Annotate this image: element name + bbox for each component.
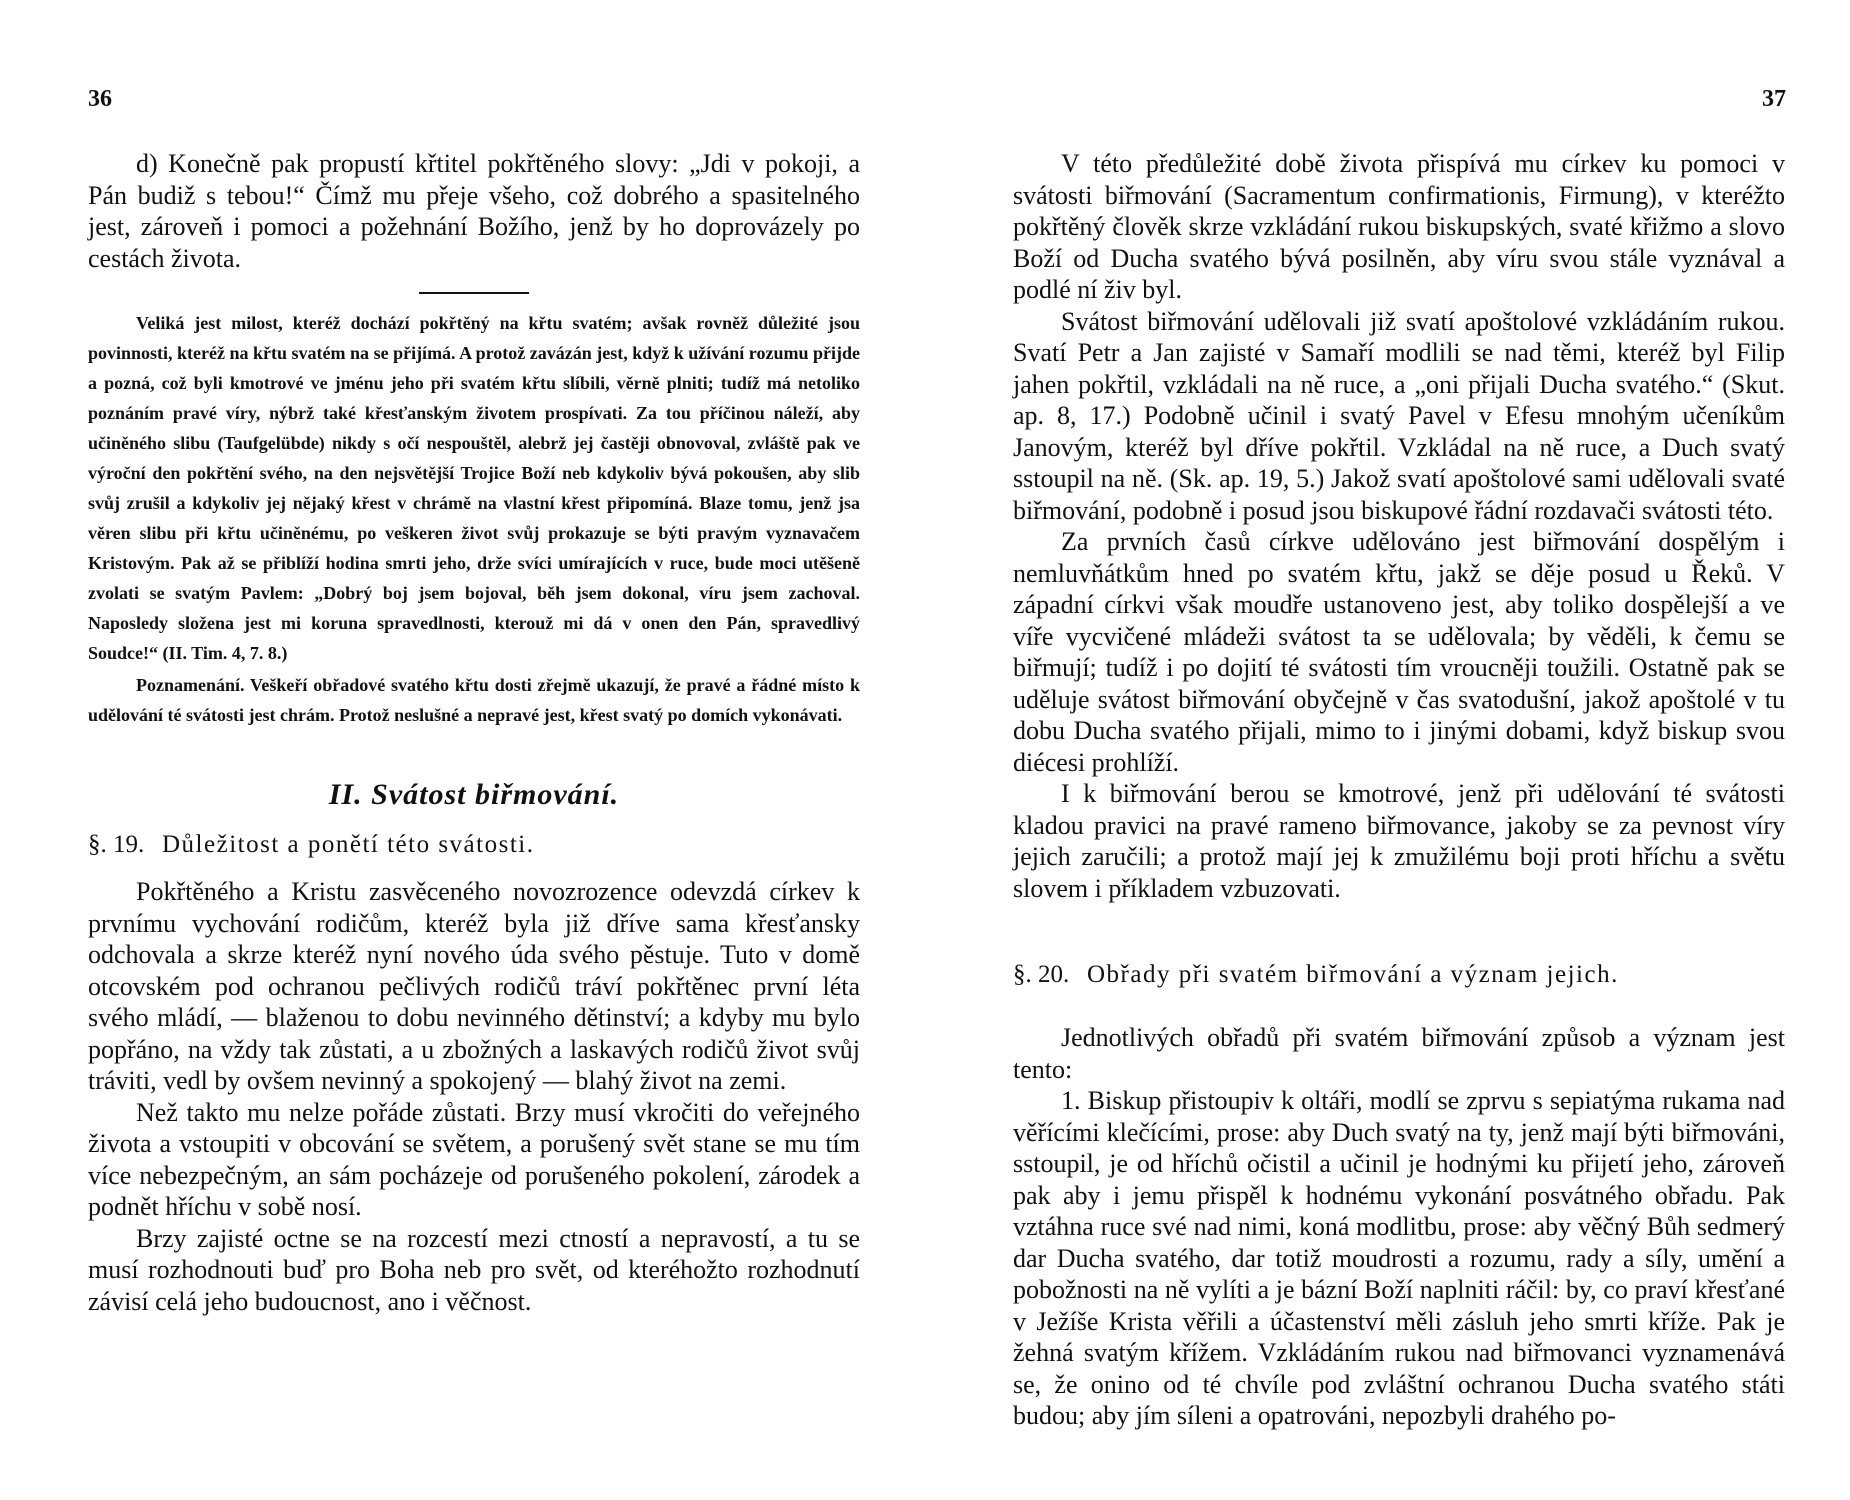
section-title: Důležitost a ponětí této svátosti.	[162, 831, 535, 858]
section-title: Obřady při svatém biřmování a význam jejich.	[1087, 961, 1619, 988]
paragraph: V této předůležité době života přispívá mu církev ku pomoci v svátosti biřmování (Sacramentum confirmationis, Firmung), v kteréžto pokřtěný člověk skrze vzkládání rukou biskupských, svaté křižmo a slovo Boží od Ducha svatého bývá posilněn, aby víru svou stále vyznával a podlé ní živ byl.	[1013, 149, 1785, 304]
note-paragraph: Poznamenání. Veškeří obřadové svatého křtu dosti zřejmě ukazují, že pravé a řádné místo k udělování té svátosti jest chrám. Protož neslušné a nepravé jest, křest svatý po domích vykonávati.	[88, 675, 860, 725]
section-number: §. 20.	[1013, 961, 1070, 988]
page-number-left: 36	[88, 86, 112, 112]
paragraph: Svátost biřmování udělovali již svatí apoštolové vzkládáním rukou. Svatí Petr a Jan zajisté v Samaří modlili se nad těmi, kteréž byl Filip jahen pokřtil, vzkládali na ně ruce, a „oni přijali Ducha svatého.“ (Skut. ap. 8, 17.) Podobně učinil i svatý Pavel v Efesu mnohým učeníkům Janovým, kteréž byl dříve pokřtil. Vzkládal na ně ruce, a Duch svatý sstoupil na ně. (Sk. ap. 19, 5.) Jakož svatí apoštolové sami udělovali svaté biřmování, podobně i posud jsou biskupové řádní rozdavači svátosti této.	[1013, 306, 1785, 525]
paragraph: Než takto mu nelze pořáde zůstati. Brzy musí vkročiti do veřejného života a vstoupiti v obcování se světem, a porušený svět stane se mu tím více nebezpečným, an sám pocházeje od porušeného pokolení, zárodek a podnět hříchu v sobě nosí.	[88, 1097, 860, 1221]
paragraph: 1. Biskup přistoupiv k oltáři, modlí se zprvu s sepiatýma rukama nad věřícími klečícími, prose: aby Duch svatý na ty, jenž mají býti biřmováni, sstoupil, je od hříchů očistil a učinil je hodnými ku přijetí jeho, zároveň pak aby i jemu přispěl k hodnému vykonání posvátného obřadu. Pak vztáhna ruce své nad nimi, koná modlitbu, prose: aby věčný Bůh sedmerý dar Ducha svatého, dar totiž moudrosti a rozumu, rady a síly, umění a pobožnosti na ně vylíti a je bázní Boží naplniti ráčil: by, co praví křesťané v Ježíše Krista věřili a účastenství měli zásluh jeho smrti kříže. Pak je žehná svatým křížem. Vzkládáním rukou nad biřmovanci vyznamenává se, že onino od té chvíle pod zvláštní ochranou Ducha svatého státi budou; aby jím síleni a opatrováni, nepozbyli drahého po-	[1013, 1086, 1785, 1430]
section-19-heading	[88, 828, 860, 862]
part-title: II. Svátost biřmování.	[328, 778, 620, 811]
section-number: §. 19.	[88, 831, 145, 858]
paragraph: Jednotlivých obřadů při svatém biřmování způsob a význam jest tento:	[1013, 1023, 1785, 1084]
paragraph: Za prvních časů církve udělováno jest biřmování dospělým i nemluvňátkům hned po svatém křtu, jakž se děje posud u Řeků. V západní církvi však moudře ustanoveno jest, aby toliko dospělejší a ve víře vycvičené mládeži svátost ta se udělovala; by věděli, k čemu se biřmují; tudíž i po dojití té svátosti tím vroucněji toužili. Ostatně pak se uděluje svátost biřmování obyčejně v čas svatodušní, jakož apoštolé v tu dobu Ducha svatého přijali, mimo to i jinými dobami, když biskup svou diécesi prohlíží.	[1013, 527, 1785, 777]
right-page	[1013, 148, 1785, 1432]
small-print-paragraph: Veliká jest milost, kteréž dochází pokřtěný na křtu svatém; avšak rovněž důležité jsou povinnosti, kteréž na křtu svatém na se přijímá. A protož zavázán jest, když k užívání rozumu přijde a pozná, což byli kmotrové ve jménu jeho při svatém křtu slíbili, věrně plniti; tudíž má netoliko poznáním pravé víry, nýbrž také křesťanským životem prospívati. Za tou příčinou náleží, aby učiněného slibu (Taufgelübde) nikdy s očí nespouštěl, alebrž jej častěji obnovoval, zvláště pak ve výroční den pokřtění svého, na den nejsvětější Trojice Boží neb kdykoliv bývá pokoušen, aby slib svůj zrušil a kdykoliv jej nějaký křest v chrámě na vlastní křest připomíná. Blaze tomu, jenž jsa věren slibu při křtu učiněnému, po veškeren život svůj prokazuje se býti pravým vyznavačem Kristovým. Pak až se přiblíží hodina smrti jeho, drže svíci umírajících v ruce, bude moci utěšeně zvolati se svatým Pavlem: „Dobrý boj jsem bojoval, běh jsem dokonal, víru jsem zachoval. Naposledy složena jest mi koruna spravedlnosti, kterouž mi dá v onen den Pán, spravedlivý Soudce!“ (II. Tim. 4, 7. 8.)	[88, 313, 860, 663]
page-number-right: 37	[1762, 86, 1786, 112]
divider-rule	[419, 292, 529, 294]
paragraph: Pokřtěného a Kristu zasvěceného novozrozence odevzdá církev k prvnímu vychování rodičům, kteréž byla již dříve sama křesťansky odchovala a skrze kteréž nyní nového úda svého pěstuje. Tuto v domě otcovském pod ochranou pečlivých rodičů tráví pokřtěnec první léta svého mládí, — blaženou to dobu nevinného dětinství; a kdyby mu bylo popřáno, na vždy tak zůstati, a u zbožných a laskavých rodičů život svůj tráviti, vedl by ovšem nevinný a spokojený — blahý život na zemi.	[88, 877, 860, 1095]
paragraph-d: d) Konečně pak propustí křtitel pokřtěného slovy: „Jdi v pokoji, a Pán budiž s tebou!“ Čímž mu přeje všeho, což dobrého a spasitelného jest, zároveň i pomoci a požehnání Božího, jenž by ho doprovázely po cestách života.	[88, 149, 860, 273]
section-20-heading	[1013, 958, 1785, 992]
paragraph: Brzy zajisté octne se na rozcestí mezi ctností a nepravostí, a tu se musí rozhodnouti buď pro Boha neb pro svět, od kteréhožto rozhodnutí závisí celá jeho budoucnost, ano i věčnost.	[88, 1223, 860, 1316]
paragraph: I k biřmování berou se kmotrové, jenž při udělování té svátosti kladou pravici na pravé rameno biřmovance, jakoby se za pevnost víry jejich zaručili; a protož mají jej k zmužilému boji proti hříchu a světu slovem i příkladem vzbuzovati.	[1013, 779, 1785, 903]
left-page	[88, 148, 860, 1317]
